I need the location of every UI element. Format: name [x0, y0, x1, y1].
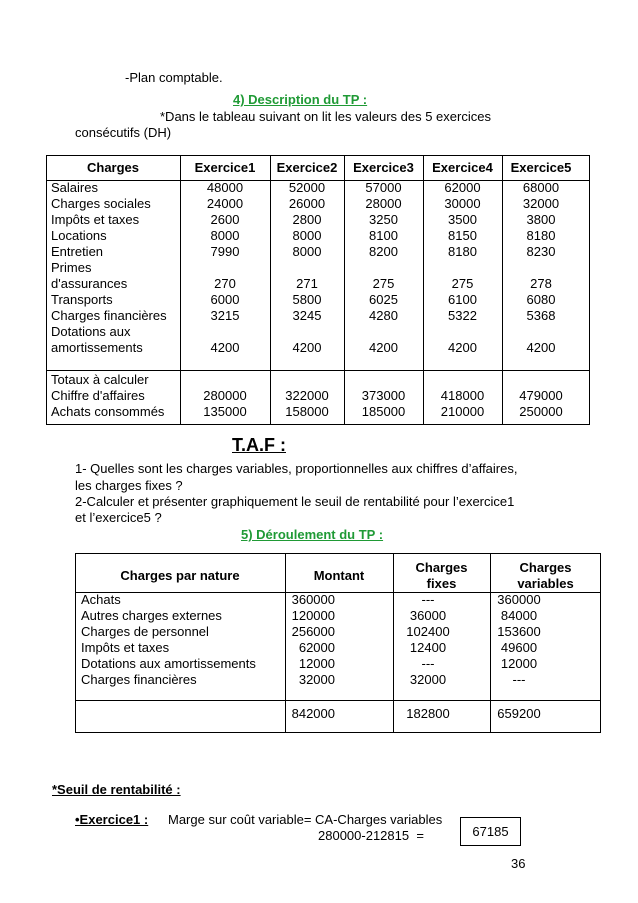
- value-cell: 6025: [369, 292, 398, 307]
- value-cell: 68000: [522, 180, 560, 195]
- row-label: Impôts et taxes: [51, 212, 140, 227]
- total-charges-variables: 659200: [497, 706, 541, 721]
- charge-nature: Charges de personnel: [81, 624, 209, 639]
- value-cell: 4200: [526, 340, 556, 355]
- charges-variables-cell: 360000: [497, 592, 541, 607]
- value-cell: 4280: [369, 308, 398, 323]
- totals-row: [46, 404, 590, 420]
- value-cell: 270: [214, 276, 236, 291]
- column-header: Exercice3: [353, 160, 414, 175]
- column-header: Exercice5: [510, 160, 572, 175]
- value-cell: 5800: [292, 292, 322, 307]
- value-cell: 4200: [369, 340, 398, 355]
- value-cell: 8180: [526, 228, 556, 243]
- column-header: Exercice4: [432, 160, 493, 175]
- row-label-line: amortissements: [51, 340, 143, 355]
- value-cell: 8000: [292, 228, 322, 243]
- value-cell: 52000: [288, 180, 326, 195]
- taf-line: 1- Quelles sont les charges variables, proportionnelles aux chiffres d’affaires,: [75, 461, 518, 476]
- value-cell: 2800: [292, 212, 322, 227]
- value-cell: 418000: [440, 388, 485, 403]
- row-label: Entretien: [51, 244, 104, 259]
- charges-fixes-cell: ---: [421, 592, 435, 607]
- value-cell: 3800: [526, 212, 556, 227]
- row-label: Charges financières: [51, 308, 167, 323]
- value-cell: 3250: [369, 212, 398, 227]
- total-montant: 842000: [291, 706, 335, 721]
- table-row: [46, 244, 590, 260]
- value-cell: 4200: [210, 340, 240, 355]
- row-label: Achats consommés: [51, 404, 165, 419]
- row-divider: [46, 370, 590, 371]
- row-label: [46, 260, 180, 292]
- table-header-row: [75, 553, 601, 592]
- charges-fixes-cell: 12400: [409, 640, 447, 655]
- table-row: [46, 324, 590, 356]
- montant-cell: 62000: [298, 640, 335, 655]
- value-cell: 275: [451, 276, 474, 291]
- value-cell: 271: [296, 276, 318, 291]
- total-label: [75, 706, 285, 722]
- charges-nature-table: [75, 553, 601, 733]
- taf-line: 2-Calculer et présenter graphiquement le seuil de rentabilité pour l’exercice1: [75, 494, 515, 509]
- value-cell: 322000: [285, 388, 329, 403]
- montant-cell: 32000: [298, 672, 335, 687]
- column-header-cell: [393, 553, 490, 592]
- row-label-line: d'assurances: [51, 276, 128, 291]
- value-cell: 3245: [292, 308, 322, 323]
- charges-variables-cell: 49600: [500, 640, 538, 655]
- column-header: Exercice2: [276, 160, 338, 175]
- table-row: [75, 672, 601, 688]
- value-cell: 135000: [203, 404, 247, 419]
- taf-title: T.A.F :: [232, 435, 286, 455]
- column-header: Charges: [86, 160, 140, 175]
- value-cell: 6100: [448, 292, 477, 307]
- charges-variables-cell: ---: [512, 672, 526, 687]
- row-label: Charges sociales: [51, 196, 151, 211]
- value-cell: 158000: [285, 404, 329, 419]
- taf-line: les charges fixes ?: [75, 478, 183, 493]
- section-4-intro-line: *Dans le tableau suivant on lit les valeurs des 5 exercices: [160, 109, 491, 124]
- marge-formula: Marge sur coût variable= CA-Charges variables: [168, 812, 443, 827]
- value-cell: 275: [372, 276, 395, 291]
- table-row: [75, 592, 601, 608]
- seuil-title: *Seuil de rentabilité :: [52, 782, 181, 797]
- row-divider: [75, 700, 601, 701]
- value-cell: 6000: [210, 292, 240, 307]
- row-label: Chiffre d'affaires: [51, 388, 145, 403]
- charges-variables-cell: 12000: [500, 656, 538, 671]
- totals-heading-row: [46, 372, 590, 388]
- value-cell: 7990: [210, 244, 240, 259]
- value-cell: 4200: [292, 340, 322, 355]
- value-cell: 278: [530, 276, 552, 291]
- value-cell: 2600: [210, 212, 240, 227]
- table-header-row: [46, 155, 590, 180]
- page-number: 36: [511, 856, 526, 871]
- charges-variables-cell: 153600: [497, 624, 541, 639]
- table-row: [46, 228, 590, 244]
- charges-fixes-cell: 36000: [409, 608, 447, 623]
- table-row: [46, 196, 590, 212]
- table-row: [75, 640, 601, 656]
- value-cell: 5322: [448, 308, 477, 323]
- table-row: [75, 608, 601, 624]
- value-cell: 32000: [522, 196, 560, 211]
- montant-cell: 120000: [291, 608, 335, 623]
- row-label: Locations: [51, 228, 107, 243]
- charge-nature: Achats: [81, 592, 121, 607]
- section-5-title: 5) Déroulement du TP :: [241, 527, 384, 542]
- montant-cell: 12000: [298, 656, 335, 671]
- column-header: Exercice1: [194, 160, 256, 175]
- totals-row: [46, 388, 590, 404]
- montant-cell: 256000: [291, 624, 335, 639]
- total-charges-fixes: 182800: [406, 706, 450, 721]
- total-row: [75, 706, 601, 722]
- charge-nature: Dotations aux amortissements: [81, 656, 256, 671]
- value-cell: 8180: [448, 244, 477, 259]
- value-cell: 280000: [203, 388, 247, 403]
- value-cell: 250000: [519, 404, 563, 419]
- row-label-line: Dotations aux: [51, 324, 131, 339]
- value-cell: 8100: [369, 228, 398, 243]
- value-cell: 8230: [526, 244, 556, 259]
- column-header: Charges fixes: [415, 559, 468, 591]
- column-header: Montant: [313, 567, 365, 583]
- value-cell: 57000: [365, 180, 402, 195]
- section-4-intro-line: consécutifs (DH): [75, 125, 172, 140]
- charges-fixes-cell: 102400: [406, 624, 450, 639]
- value-cell: 26000: [288, 196, 326, 211]
- table-row: [75, 624, 601, 640]
- value-cell: 4200: [448, 340, 477, 355]
- table-row: [46, 212, 590, 228]
- column-header-cell: [490, 553, 601, 592]
- marge-calculation: 280000-212815 =: [318, 828, 424, 843]
- value-cell: 28000: [365, 196, 402, 211]
- charge-nature: Autres charges externes: [81, 608, 222, 623]
- value-cell: 30000: [444, 196, 481, 211]
- charges-fixes-cell: ---: [421, 656, 435, 671]
- marge-result: 67185: [472, 823, 509, 839]
- taf-line: et l’exercice5 ?: [75, 510, 162, 525]
- value-cell: 8200: [369, 244, 398, 259]
- charge-nature: Impôts et taxes: [81, 640, 170, 655]
- exercices-table: [46, 155, 590, 425]
- value-cell: 6080: [526, 292, 556, 307]
- montant-cell: 360000: [291, 592, 335, 607]
- table-row: [46, 260, 590, 292]
- result-box: [460, 817, 521, 846]
- value-cell: 479000: [519, 388, 563, 403]
- value-cell: 8150: [448, 228, 477, 243]
- value-cell: 3500: [448, 212, 477, 227]
- row-label-line: Primes: [51, 260, 92, 275]
- value-cell: 62000: [444, 180, 481, 195]
- value-cell: 185000: [361, 404, 406, 419]
- column-header: Charges variables: [517, 559, 574, 591]
- value-cell: 373000: [361, 388, 406, 403]
- value-cell: 3215: [210, 308, 240, 323]
- row-label: Transports: [51, 292, 113, 307]
- row-label: [46, 324, 180, 356]
- value-cell: 8000: [210, 228, 240, 243]
- section-4-title: 4) Description du TP :: [233, 92, 368, 107]
- table-row: [46, 308, 590, 324]
- value-cell: 8000: [292, 244, 322, 259]
- charge-nature: Charges financières: [81, 672, 197, 687]
- table-row: [46, 292, 590, 308]
- totals-label: Totaux à calculer: [51, 372, 149, 387]
- column-header: Charges par nature: [120, 567, 240, 583]
- table-row: [75, 656, 601, 672]
- value-cell: 5368: [526, 308, 556, 323]
- exercice1-label: •Exercice1 :: [75, 812, 149, 827]
- value-cell: 48000: [206, 180, 244, 195]
- value-cell: 210000: [440, 404, 485, 419]
- value-cell: 24000: [206, 196, 244, 211]
- charges-variables-cell: 84000: [500, 608, 538, 623]
- charges-fixes-cell: 32000: [409, 672, 447, 687]
- row-label: Salaires: [51, 180, 98, 195]
- plan-comptable-line: -Plan comptable.: [125, 70, 223, 85]
- table-row: [46, 180, 590, 196]
